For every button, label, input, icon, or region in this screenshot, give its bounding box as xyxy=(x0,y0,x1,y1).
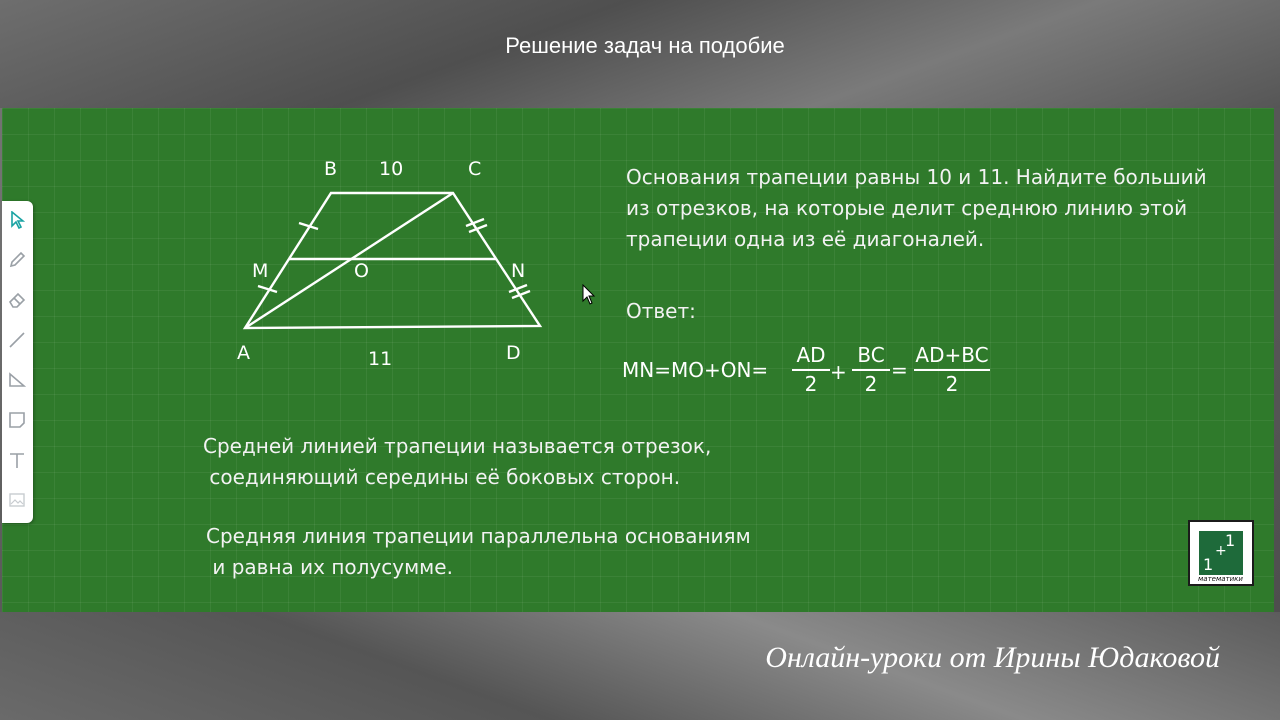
problem-line-1: Основания трапеции равны 10 и 11. Найдите больший xyxy=(626,165,1207,189)
point-o-label: O xyxy=(354,260,369,282)
logo-plus: + xyxy=(1215,543,1227,559)
problem-line-2: из отрезков, на которые делит среднюю линию этой xyxy=(626,196,1188,220)
logo-panel xyxy=(1199,531,1243,575)
vertex-c-label: C xyxy=(468,158,482,180)
fraction-numerator: AD+BC xyxy=(914,343,990,371)
image-icon[interactable] xyxy=(6,489,28,511)
ad-length-label: 11 xyxy=(368,348,393,370)
fraction-denominator: 2 xyxy=(945,372,959,396)
fraction-ad-over-2 xyxy=(792,343,830,396)
definition-2-line-1: Средняя линия трапеции параллельна основаниям xyxy=(206,524,751,548)
vertex-b-label: B xyxy=(324,158,338,180)
definition-1-line-2: соединяющий середины её боковых сторон. xyxy=(203,465,681,489)
author-signature: Онлайн-уроки от Ирины Юдаковой xyxy=(765,641,1220,674)
diagonal-ac xyxy=(245,193,453,328)
fraction-sum-over-2 xyxy=(914,343,990,396)
fraction-denominator: 2 xyxy=(804,372,818,396)
trapezoid-figure xyxy=(2,108,622,408)
mouse-cursor-icon xyxy=(582,284,596,306)
text-icon[interactable] xyxy=(6,449,28,471)
answer-label: Ответ: xyxy=(626,299,696,323)
logo-digit-bottom: 1 xyxy=(1203,555,1214,574)
point-n-label: N xyxy=(511,260,526,282)
plus-sign: + xyxy=(830,360,847,384)
bc-length-label: 10 xyxy=(379,158,404,180)
definition-1-line-1: Средней линией трапеции называется отрезок, xyxy=(203,434,712,458)
fraction-numerator: BC xyxy=(852,343,890,371)
equals-sign: = xyxy=(891,358,908,382)
fraction-denominator: 2 xyxy=(864,372,878,396)
fraction-numerator: AD xyxy=(792,343,830,371)
vertex-d-label: D xyxy=(506,342,521,364)
trapezoid-outline xyxy=(245,193,540,328)
fraction-bc-over-2 xyxy=(852,343,890,396)
chalkboard xyxy=(2,108,1274,612)
logo-caption: математики xyxy=(1198,575,1243,583)
point-m-label: M xyxy=(252,260,269,282)
school-logo xyxy=(1188,520,1254,586)
logo-digit-top: 1 xyxy=(1225,531,1236,550)
page-title: Решение задач на подобие xyxy=(505,33,785,58)
formula-lhs: MN=MO+ON= xyxy=(622,358,769,382)
definition-2-line-2: и равна их полусумме. xyxy=(206,555,453,579)
vertex-a-label: A xyxy=(237,342,250,364)
sticky-note-icon[interactable] xyxy=(6,409,28,431)
problem-line-3: трапеции одна из её диагоналей. xyxy=(626,227,985,251)
